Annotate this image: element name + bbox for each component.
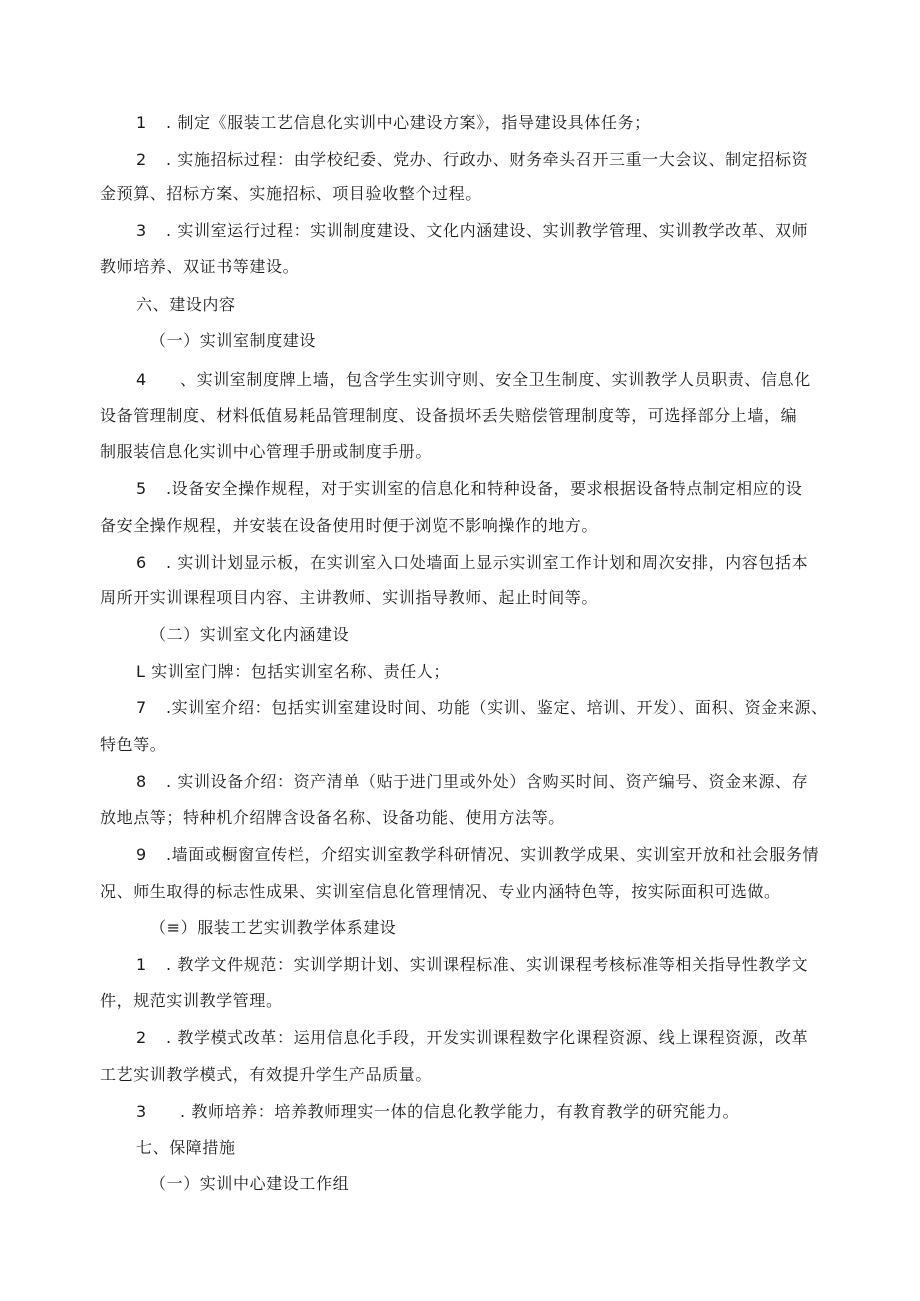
- item-text: . 实施招标过程：由学校纪委、党办、行政办、财务牵头召开三重一大会议、制定招标资: [166, 150, 809, 169]
- list-item: [136, 478, 866, 500]
- item-number: 3: [136, 1102, 147, 1121]
- paragraph-line: 特色等。: [100, 735, 167, 754]
- item-number: 1: [136, 955, 147, 974]
- section-heading: 六、建设内容: [136, 295, 236, 314]
- section-heading: 七、保障措施: [136, 1138, 236, 1157]
- list-item: [136, 844, 866, 866]
- paragraph-line: 件，规范实训教学管理。: [100, 991, 283, 1010]
- paragraph-line: 放地点等；特种机介绍牌含设备名称、设备功能、使用方法等。: [100, 808, 565, 827]
- paragraph-line: 教师培养、双证书等建设。: [100, 257, 300, 276]
- item-number: 4: [136, 370, 147, 389]
- item-text: .墙面或橱窗宣传栏，介绍实训室教学科研情况、实训教学成果、实训室开放和社会服务情: [166, 845, 820, 864]
- item-text: . 教学文件规范：实训学期计划、实训课程标准、实训课程考核标准等相关指导性教学文: [166, 955, 809, 974]
- paragraph-line: 金预算、招标方案、实施招标、项目验收整个过程。: [100, 184, 482, 203]
- item-number: 2: [136, 150, 147, 169]
- subsection-heading: （≡）服装工艺实训教学体系建设: [150, 918, 397, 937]
- list-item: [136, 697, 866, 719]
- item-number: 7: [136, 698, 147, 717]
- item-text: . 教学模式改革：运用信息化手段，开发实训课程数字化课程资源、线上课程资源，改革: [166, 1028, 809, 1047]
- list-item: [136, 1027, 866, 1049]
- item-text: .设备安全操作规程，对于实训室的信息化和特种设备，要求根据设备特点制定相应的设: [166, 479, 803, 498]
- list-item: [136, 552, 866, 574]
- item-number: 9: [136, 845, 147, 864]
- list-item: [136, 369, 866, 391]
- paragraph-line: 设备管理制度、材料低值易耗品管理制度、设备损坏丢失赔偿管理制度等，可选择部分上墙，编: [100, 406, 798, 425]
- item-text: 、实训室制度牌上墙，包含学生实训守则、安全卫生制度、实训教学人员职责、信息化: [180, 370, 811, 389]
- paragraph-line: 备安全操作规程，并安装在设备使用时便于浏览不影响操作的地方。: [100, 516, 599, 535]
- list-item: [136, 220, 866, 242]
- item-number: 5: [136, 479, 147, 498]
- item-text: . 实训计划显示板，在实训室入口处墙面上显示实训室工作计划和周次安排，内容包括本: [166, 553, 809, 572]
- list-item: [136, 149, 866, 171]
- list-item: [136, 954, 866, 976]
- list-item: [136, 112, 866, 134]
- item-number: 3: [136, 221, 147, 240]
- item-text: .实训室介绍：包括实训室建设时间、功能（实训、鉴定、培训、开发）、面积、资金来源、: [166, 698, 828, 717]
- paragraph-line: 制服装信息化实训中心管理手册或制度手册。: [100, 442, 433, 461]
- item-number: 1: [136, 113, 147, 132]
- item-number: 2: [136, 1028, 147, 1047]
- subsection-heading: （二）实训室文化内涵建设: [150, 625, 350, 644]
- item-text: . 制定《服装工艺信息化实训中心建设方案》，指导建设具体任务；: [166, 113, 651, 132]
- subsection-heading: （一）实训室制度建设: [150, 331, 317, 350]
- paragraph-line: 况、师生取得的标志性成果、实训室信息化管理情况、专业内涵特色等，按实际面积可选做。: [100, 882, 781, 901]
- item-text: . 教师培养：培养教师理实一体的信息化教学能力，有教育教学的研究能力。: [180, 1102, 740, 1121]
- list-item: [136, 771, 866, 793]
- item-text: . 实训室运行过程：实训制度建设、文化内涵建设、实训教学管理、实训教学改革、双师: [166, 221, 809, 240]
- subsection-heading: （一）实训中心建设工作组: [150, 1174, 350, 1193]
- paragraph-line: 周所开实训课程项目内容、主讲教师、实训指导教师、起止时间等。: [100, 588, 599, 607]
- list-item: [136, 1101, 866, 1123]
- paragraph-line: 工艺实训教学模式，有效提升学生产品质量。: [100, 1065, 433, 1084]
- item-number: 8: [136, 772, 147, 791]
- item-text: . 实训设备介绍：资产清单（贴于进门里或外处）含购买时间、资产编号、资金来源、存: [166, 772, 809, 791]
- paragraph-line: L 实训室门牌：包括实训室名称、责任人；: [136, 662, 451, 681]
- item-number: 6: [136, 553, 147, 572]
